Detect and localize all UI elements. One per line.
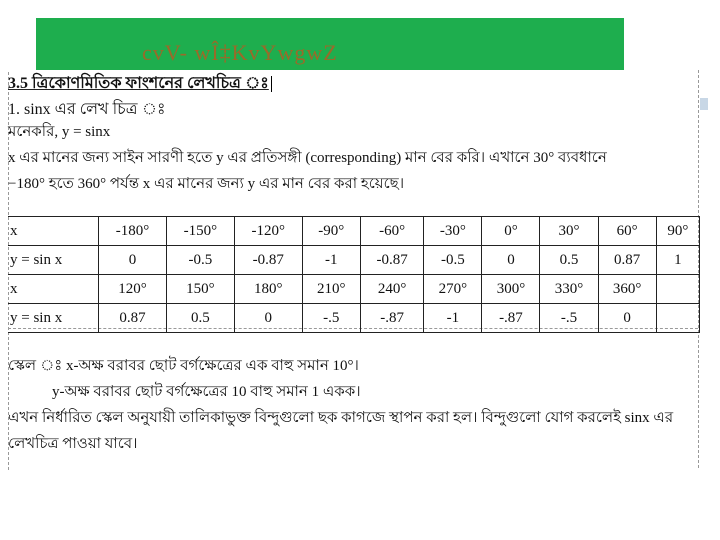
table-cell: -0.87 — [360, 246, 423, 275]
table-cell: -0.5 — [424, 246, 482, 275]
table-row — [8, 246, 700, 275]
let-statement: মনেকরি, y = sinx — [8, 124, 111, 140]
sub-heading: 1. sinx এর লেখ চিত্র ঃ — [8, 101, 166, 118]
side-scroll-tab[interactable] — [700, 98, 708, 110]
table-cell: -1 — [302, 246, 360, 275]
table-cell: -.5 — [302, 304, 360, 333]
table-cell: 120° — [99, 275, 167, 304]
table-cell: 0 — [234, 304, 302, 333]
table-cell: 300° — [482, 275, 540, 304]
table-cell: -0.87 — [234, 246, 302, 275]
table-cell: 270° — [424, 275, 482, 304]
row-label: x — [8, 275, 99, 304]
table-cell: 180° — [234, 275, 302, 304]
table-row — [8, 217, 700, 246]
row-label: x — [8, 217, 99, 246]
table-cell: -150° — [166, 217, 234, 246]
text-cursor — [271, 76, 272, 92]
table-cell: 240° — [360, 275, 423, 304]
table-cell: 0 — [598, 304, 656, 333]
table-cell: -1 — [424, 304, 482, 333]
scale-line-2: y-অক্ষ বরাবর ছোট বর্গক্ষেত্রের 10 বাহু সমান 1 একক। — [52, 384, 361, 400]
sine-value-table — [8, 216, 700, 333]
banner-title: cvV- wÎ‡KvYwgwZ — [142, 40, 338, 65]
table-cell: -90° — [302, 217, 360, 246]
row-label: y = sin x — [8, 304, 99, 333]
table-cell — [656, 304, 699, 333]
scale-line-3: এখন নির্ধারিত স্কেল অনুযায়ী তালিকাভুক্ত বিন্দুগুলো ছক কাগজে স্থাপন করা হল। বিন্দুগুলো যোগ করলেই sinx এর — [8, 410, 674, 426]
table-cell: 1 — [656, 246, 699, 275]
document-page — [0, 70, 700, 470]
table-cell: 0 — [99, 246, 167, 275]
table-cell: 30° — [540, 217, 598, 246]
table-cell: 210° — [302, 275, 360, 304]
description-line-2: −180° হতে 360° পর্যন্ত x এর মানের জন্য y এর মান বের করা হয়েছে। — [8, 176, 405, 192]
table-cell: 150° — [166, 275, 234, 304]
table-cell: -30° — [424, 217, 482, 246]
table-cell: 360° — [598, 275, 656, 304]
table-cell: -.87 — [482, 304, 540, 333]
section-heading-text: 3.5 ত্রিকোণমিতিক ফাংশনের লেখচিত্র ঃ — [8, 75, 269, 92]
table-cell: 0 — [482, 246, 540, 275]
table-cell: 0.5 — [540, 246, 598, 275]
table-cell: 90° — [656, 217, 699, 246]
table-cell — [656, 275, 699, 304]
table-cell: 0.87 — [598, 246, 656, 275]
table-cell: -.87 — [360, 304, 423, 333]
scale-line-4: লেখচিত্র পাওয়া যাবে। — [8, 436, 138, 452]
table-cell: 0.5 — [166, 304, 234, 333]
table-cell: -0.5 — [166, 246, 234, 275]
table-cell: 0.87 — [99, 304, 167, 333]
table-cell: -180° — [99, 217, 167, 246]
table-cell: -60° — [360, 217, 423, 246]
table-cell: 330° — [540, 275, 598, 304]
table-row — [8, 304, 700, 333]
table-row — [8, 275, 700, 304]
section-heading — [8, 70, 272, 97]
table-cell: -.5 — [540, 304, 598, 333]
row-label: y = sin x — [8, 246, 99, 275]
table-cell: -120° — [234, 217, 302, 246]
description-line-1: x এর মানের জন্য সাইন সারণী হতে y এর প্রতিসঙ্গী (corresponding) মান বের করি। এখানে 30° ব্যবধানে — [8, 150, 607, 166]
scale-line-1: স্কেল ঃ x-অক্ষ বরাবর ছোট বর্গক্ষেত্রের এক বাহু সমান 10°। — [8, 358, 359, 374]
table-cell: 0° — [482, 217, 540, 246]
table-cell: 60° — [598, 217, 656, 246]
